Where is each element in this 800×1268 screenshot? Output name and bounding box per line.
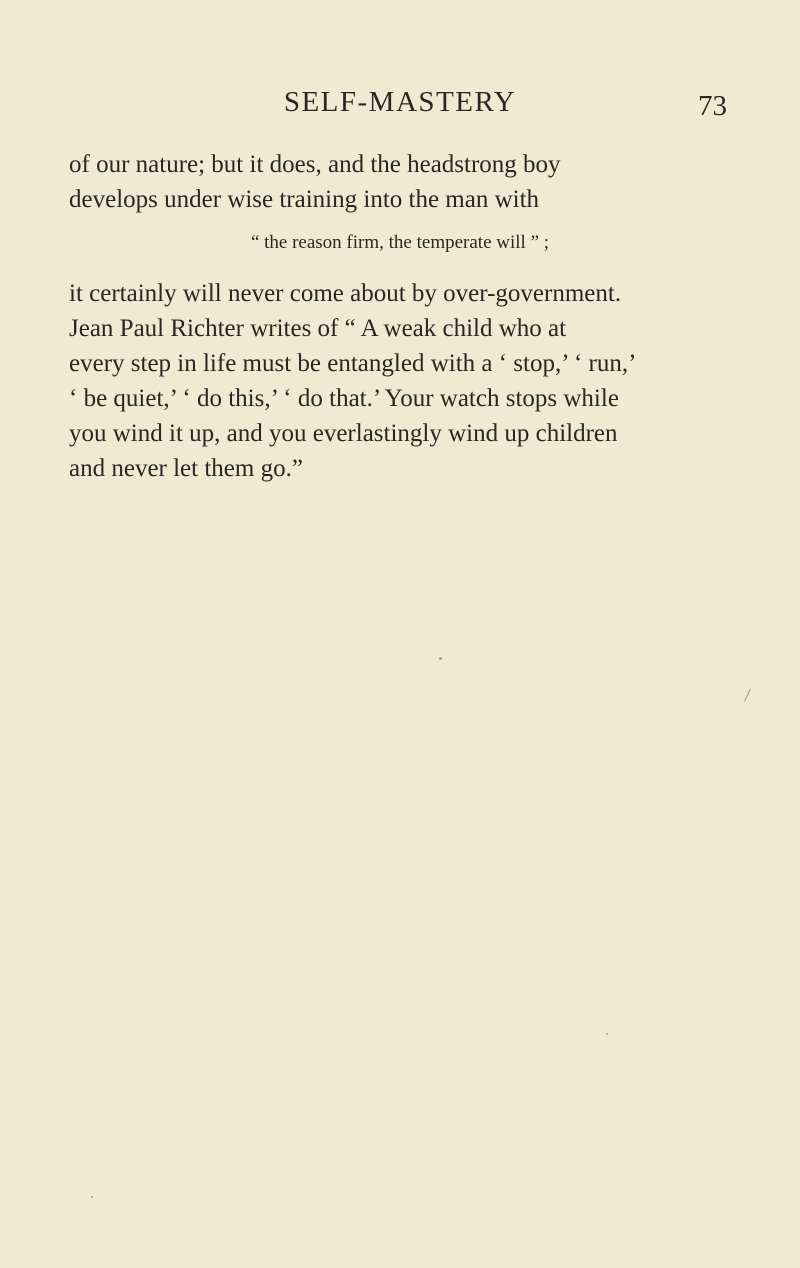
- text-line: every step in life must be entangled with a ‘ stop,’ ‘ run,’: [69, 350, 637, 377]
- text-line: you wind it up, and you everlastingly wind up children: [69, 420, 618, 447]
- text-line: ‘ be quiet,’ ‘ do this,’ ‘ do that.’ Your watch stops while: [69, 385, 619, 412]
- text-line: Jean Paul Richter writes of “ A weak child who at: [69, 315, 567, 342]
- text-line: and never let them go.”: [69, 455, 303, 482]
- page-title: SELF-MASTERY: [283, 86, 517, 118]
- paper-speck: [439, 657, 442, 660]
- quoted-verse-line: “ the reason firm, the temperate will ” ;: [250, 232, 550, 253]
- paper-mark: [744, 688, 751, 701]
- text-line: develops under wise training into the man with: [69, 186, 540, 213]
- text-line: of our nature; but it does, and the headstrong boy: [69, 151, 561, 178]
- page-number: 73: [698, 90, 727, 122]
- paper-speck: [91, 1196, 93, 1198]
- paper-speck: [606, 1033, 608, 1035]
- text-line: it certainly will never come about by over-government.: [69, 280, 622, 307]
- running-head: [0, 84, 800, 124]
